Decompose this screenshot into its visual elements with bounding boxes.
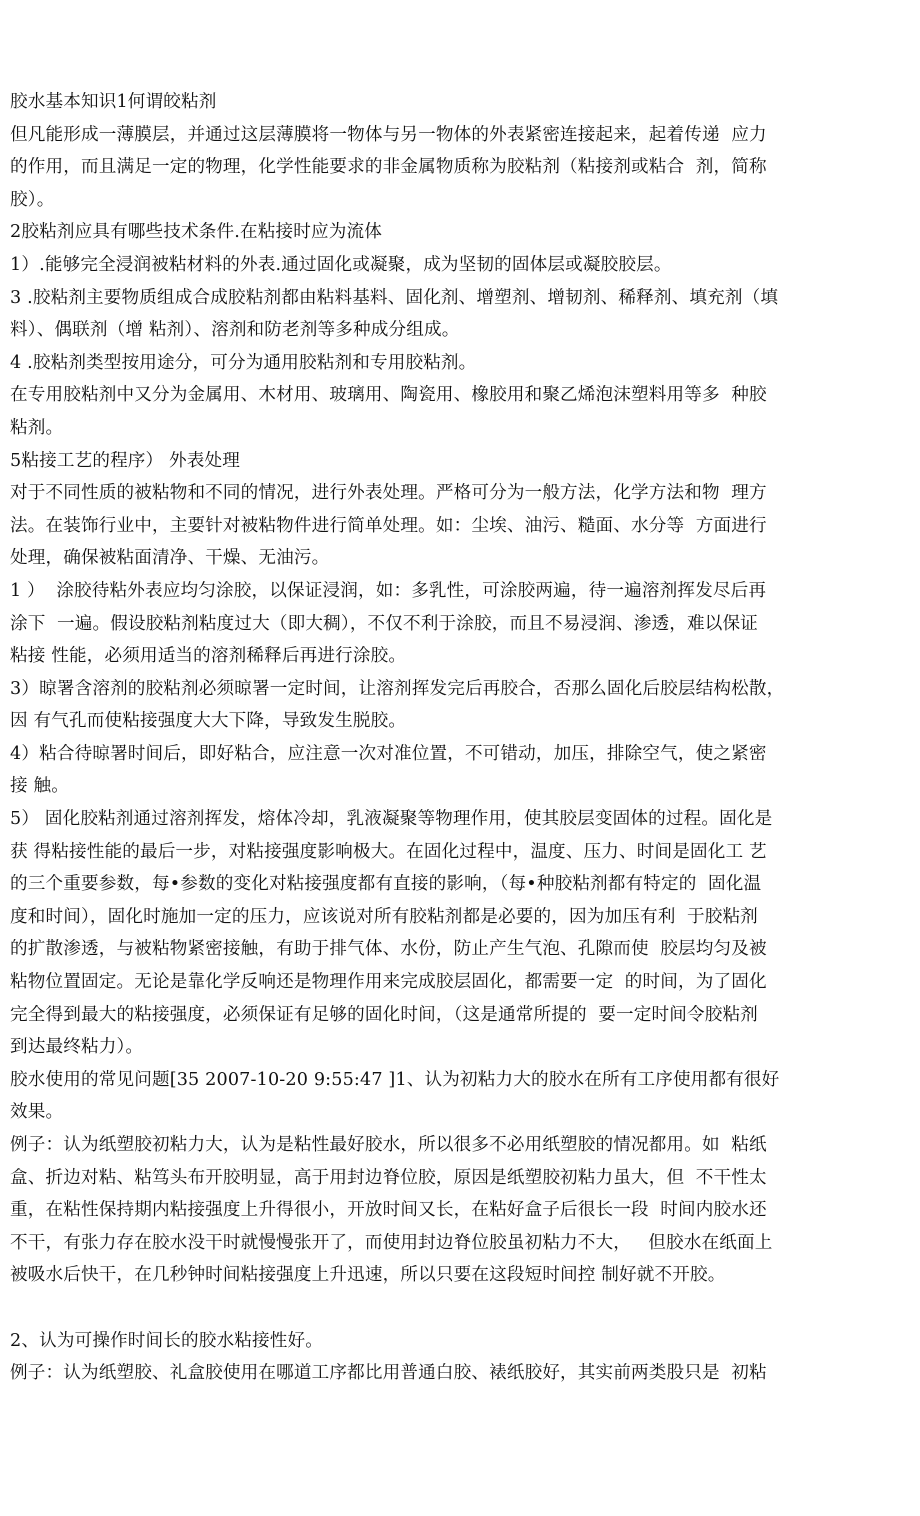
section-intro	[10, 86, 915, 216]
paragraph-line: 涂下 一遍。假设胶粘剂粘度过大（即大稠），不仅不利于涂胶，而且不易浸润、渗透，难以保证	[10, 613, 758, 634]
paragraph-line: 完全得到最大的粘接强度，必须保证有足够的固化时间，（这是通常所提的 要一定时间令胶粘剂	[10, 1004, 758, 1025]
paragraph-line: 在专用胶粘剂中又分为金属用、木材用、玻璃用、陶瓷用、橡胶用和聚乙烯泡沫塑料用等多 种胶	[10, 385, 767, 406]
paragraph-line: 接 触。	[10, 776, 69, 797]
paragraph-line: 被吸水后快干，在几秒钟时间粘接强度上升迅速，所以只要在这段短时间控 制好就不开胶。	[10, 1265, 726, 1286]
paragraph-line: 不干，有张力存在胶水没干时就慢慢张开了，而使用封边脊位胶虽初粘力不大， 但胶水在纸面上	[10, 1232, 773, 1253]
heading-composition: 3 .胶粘剂主要物质组成合成胶粘剂都由粘料基料、固化剂、增塑剂、增韧剂、稀释剂、填充剂（填	[10, 287, 779, 308]
paragraph-line: 处理，确保被粘面清净、干燥、无油污。	[10, 548, 330, 569]
step-curing: 5） 固化胶粘剂通过溶剂挥发，熔体冷却，乳液凝聚等物理作用，使其胶层变固体的过程。固化是	[10, 809, 773, 830]
heading-bonding-process: 5粘接工艺的程序） 外表处理	[10, 450, 241, 471]
heading-what-is-adhesive: 胶水基本知识1何谓皎粘剂	[10, 92, 217, 112]
example-line: 例子：认为纸塑胶、礼盒胶使用在哪道工序都比用普通白胶、裱纸胶好，其实前两类股只是 初粘	[10, 1363, 767, 1384]
paragraph-line: 获 得粘接性能的最后一步，对粘接强度影响极大。在固化过程中，温度、压力、时间是固化工 艺	[10, 841, 767, 862]
paragraph-line: 因 有气孔而使粘接强度大大下降，导致发生脱胶。	[10, 711, 407, 732]
faq-item-2: 2、认为可操作时间长的胶水粘接性好。	[10, 1330, 323, 1351]
heading-types: 4 .胶粘剂类型按用途分，可分为通用胶粘剂和专用胶粘剂。	[10, 352, 477, 373]
paragraph-line: 到达最终粘力）。	[10, 1037, 144, 1058]
section-conditions	[10, 216, 915, 444]
heading-technical-conditions: 2胶粘剂应具有哪些技术条件.在粘接时应为流体	[10, 222, 382, 243]
paragraph-line: 料）、偶联剂（增 粘剂）、溶剂和防老剂等多种成分组成。	[10, 320, 460, 341]
blank-line	[10, 1292, 915, 1325]
document-page	[10, 86, 915, 1390]
paragraph-line: 法。在装饰行业中，主要针对被粘物件进行简单处理。如：尘埃、油污、糙面、水分等 方面进行	[10, 515, 767, 536]
paragraph-line: 的扩散渗透，与被粘物紧密接触，有助于排气体、水份，防止产生气泡、孔隙而使 胶层均匀及被	[10, 939, 767, 960]
step-airing: 3）晾署含溶剂的胶粘剂必须晾署一定时间，让溶剂挥发完后再胶合，否那么固化后胶层结构松散，	[10, 678, 785, 699]
paragraph-line: 粘物位置固定。无论是靠化学反响还是物理作用来完成胶层固化，都需要一定 的时间，为了固化	[10, 972, 767, 993]
paragraph-line: 粘接 性能，必须用适当的溶剂稀释后再进行涂胶。	[10, 646, 407, 667]
heading-common-problems: 胶水使用的常见问题[35 2007-10-20 9:55:47 ]1、认为初粘力大的胶水在所有工序使用都有很好	[10, 1069, 780, 1090]
section-process	[10, 445, 915, 1064]
example-line: 例子：认为纸塑胶初粘力大，认为是粘性最好胶水，所以很多不必用纸塑胶的情况都用。如 粘纸	[10, 1135, 767, 1155]
paragraph-line: 度和时间），固化时施加一定的压力，应该说对所有胶粘剂都是必要的，因为加压有利 于胶粘剂	[10, 906, 758, 927]
paragraph-line: 但凡能形成一薄膜层，并通过这层薄膜将一物体与另一物体的外表紧密连接起来，起着传递 应力	[10, 124, 767, 145]
paragraph-line: 盒、折边对粘、粘笃头布开胶明显，高于用封边脊位胶，原因是纸塑胶初粘力虽大，但 不干性太	[10, 1167, 767, 1188]
paragraph-line: 胶）。	[10, 189, 55, 210]
section-faq	[10, 1064, 915, 1390]
step-coating: 1 ） 涂胶待粘外表应均匀涂胶，以保证浸润，如：多乳性，可涂胶两遍，待一遍溶剂挥发尽后再	[10, 580, 767, 601]
paragraph-line: 效果。	[10, 1102, 64, 1123]
step-bonding: 4）粘合待晾署时间后，即好粘合，应注意一次对准位置，不可错动，加压，排除空气，使之紧密	[10, 743, 767, 764]
paragraph-line: 粘剂。	[10, 417, 64, 438]
paragraph-line: 1）.能够完全浸润被粘材料的外表.通过固化或凝聚，成为坚韧的固体层或凝胶胶层。	[10, 254, 672, 275]
paragraph-line: 的作用，而且满足一定的物理，化学性能要求的非金属物质称为胶粘剂（粘接剂或粘合 剂，简称	[10, 157, 767, 178]
paragraph-line: 对于不同性质的被粘物和不同的情况，进行外表处理。严格可分为一般方法，化学方法和物 理方	[10, 483, 767, 504]
paragraph-line: 的三个重要参数，每•参数的变化对粘接强度都有直接的影响，（每•种胶粘剂都有特定的 固化温	[10, 874, 762, 895]
paragraph-line: 重，在粘性保持期内粘接强度上升得很小，开放时间又长，在粘好盒子后很长一段 时间内胶水还	[10, 1200, 767, 1221]
